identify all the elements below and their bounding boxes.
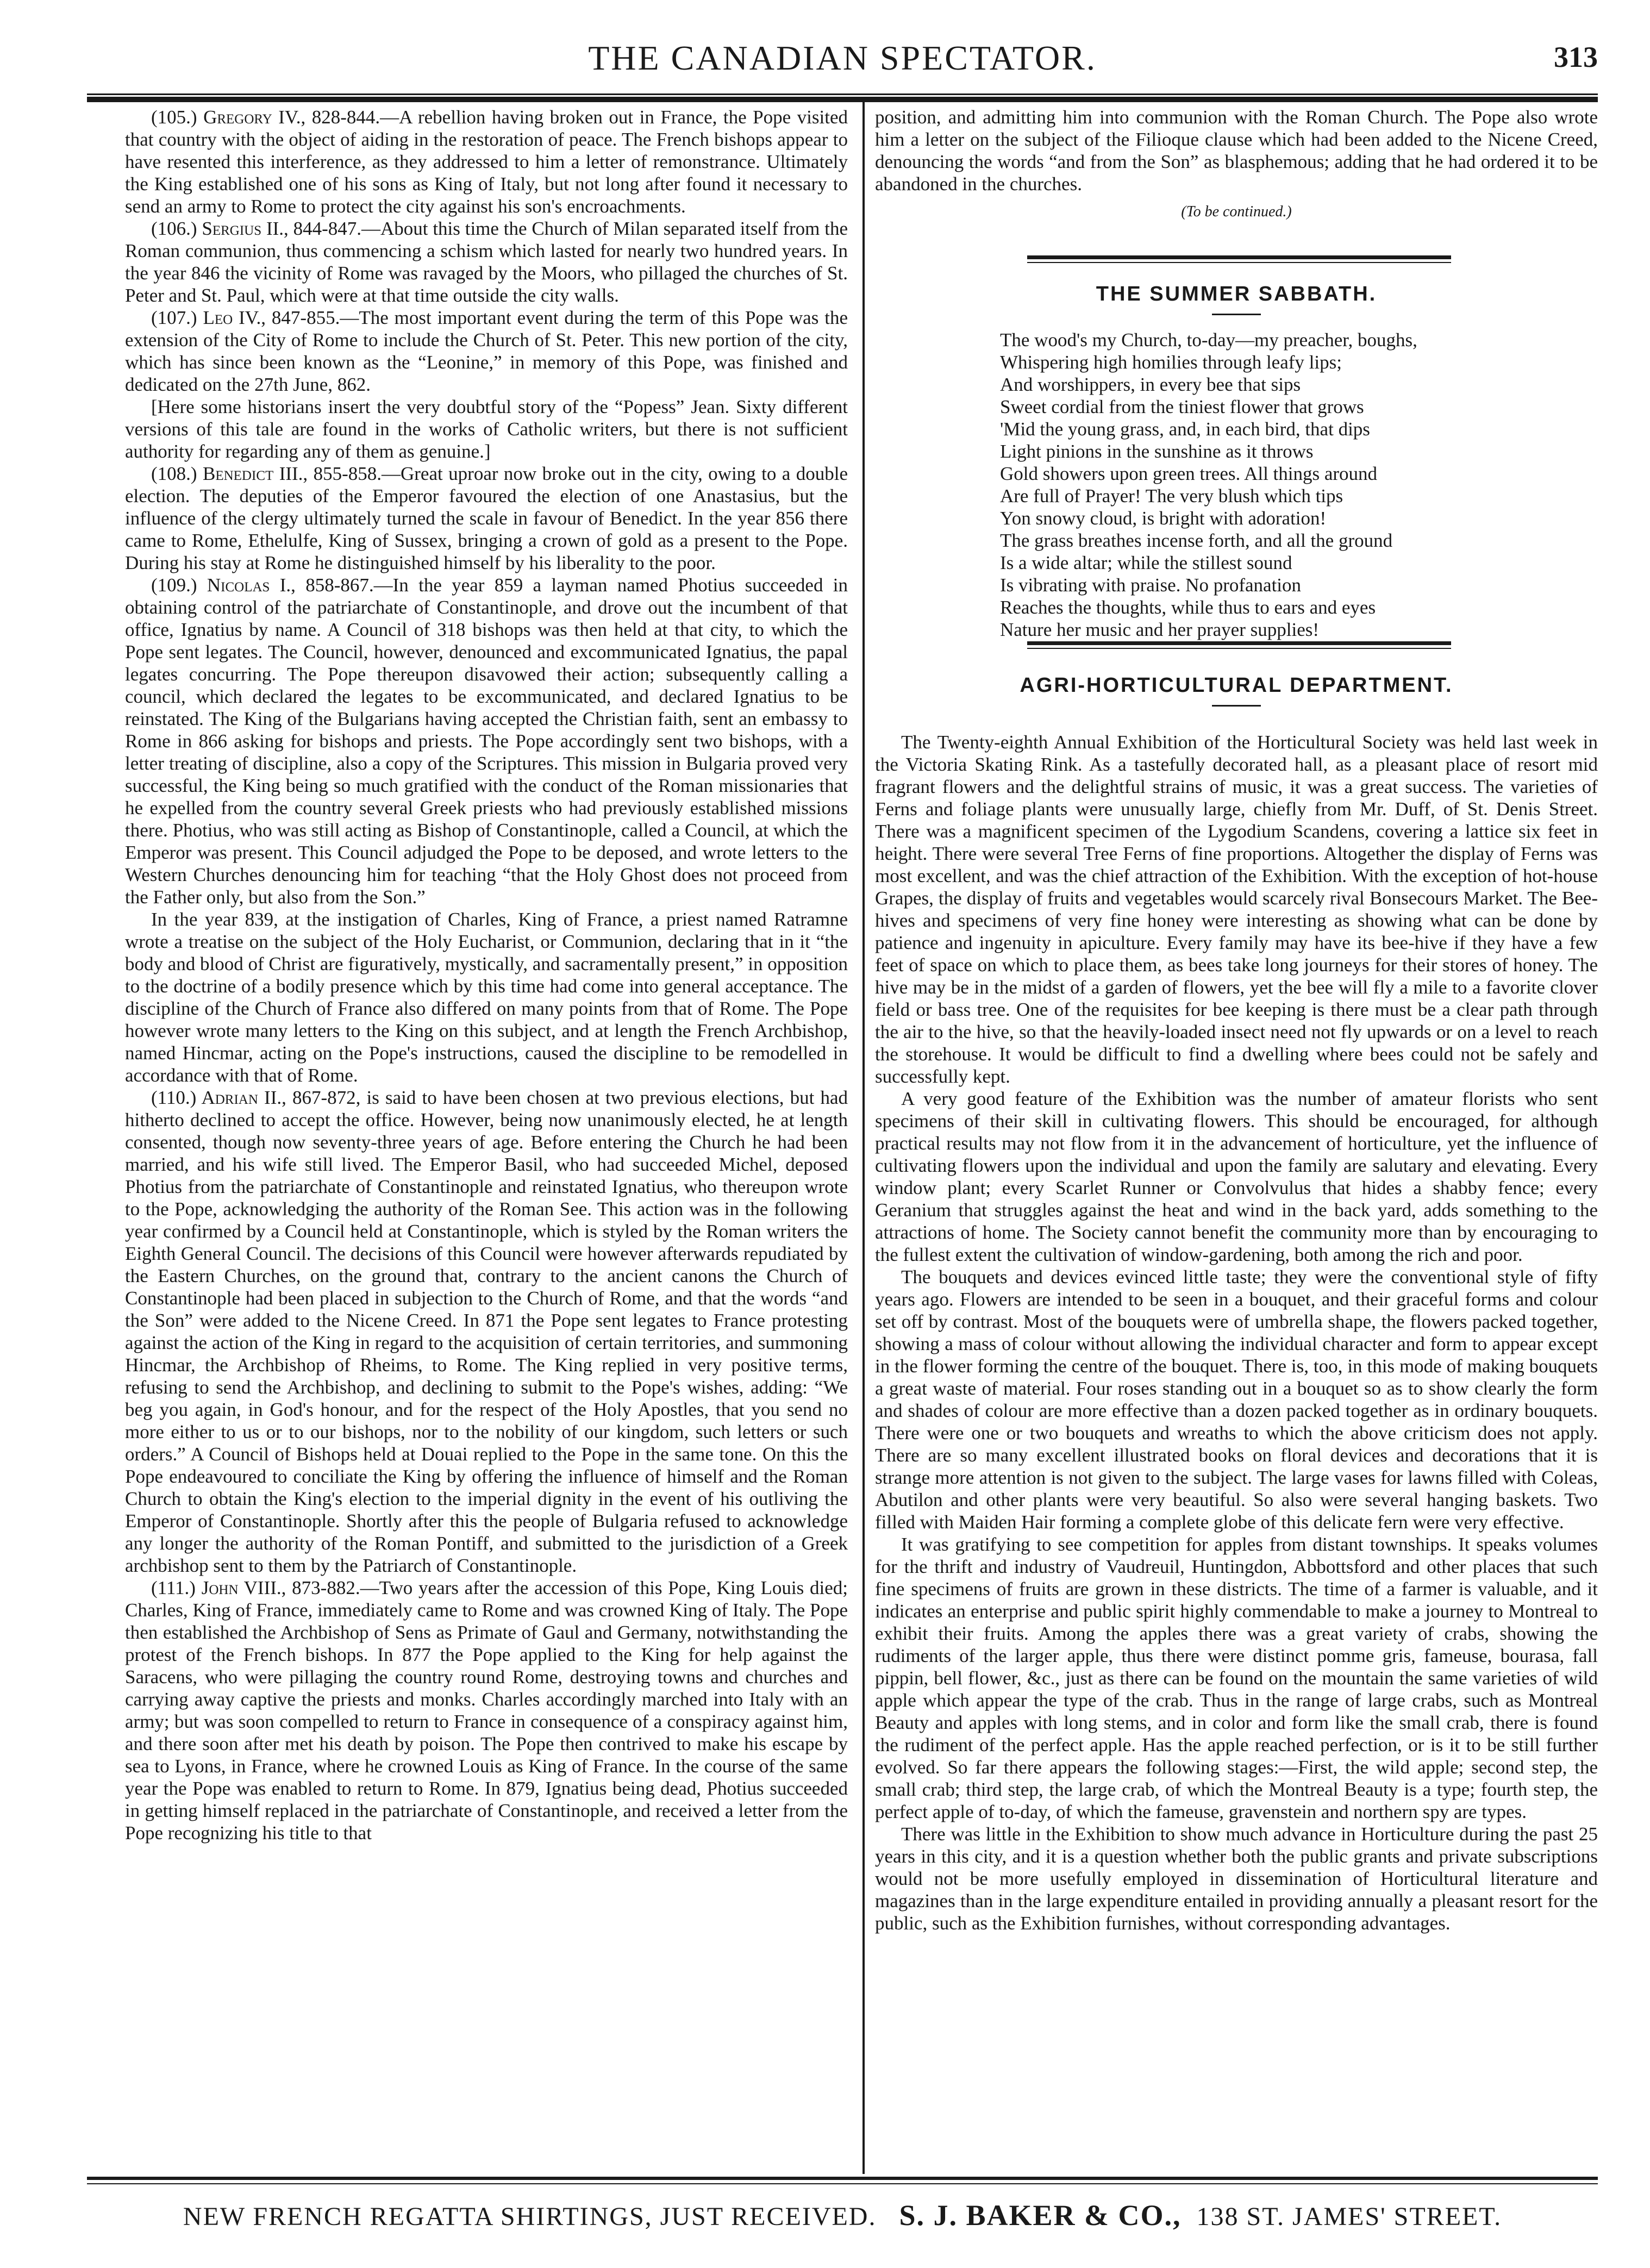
poem-line: Yon snowy cloud, is bright with adoration! [1000,508,1327,529]
newspaper-title: THE CANADIAN SPECTATOR. [588,39,1097,77]
popess-note: [Here some historians insert the very doubtful story of the “Popess” Jean. Sixty different versions of this tale are found in the works of Catholic writers, but there is not sufficient authority for regarding any of them as genuine.] [125,396,848,462]
agri-paragraph: It was gratifying to see competition for apples from distant townships. It speaks volumes for the thrift and industry of Vaudreuil, Huntingdon, Abbottsford and other places that such fine specimens of fruits are grown in these districts. The time of a farmer is valuable, and it indicates an enterprise and public spirit highly commendable to make a journey to Montreal to exhibit their fruits. Among the apples there was a great variety of crabs, showing the rudiments of the larger apple, thus there were distinct pomme gris, fameuse, bourasa, fall pippin, bell flower, &c., just as there can be found on the mountain the same varieties of wild apple which appear the type of the crab. Thus in the range of large crabs, such as Montreal Beauty and apples with long stems, and in color and form like the small crab, there is found the rudiment of the perfect apple. Has the apple reached perfection, or is it to be still further evolved. So far there appears the following stages:—First, the wild apple; second step, the small crab; third step, the large crab, of which the Montreal Beauty is a type; fourth step, the perfect apple of to-day, of which the fameuse, gravenstein and northern spy are types. [875,1534,1598,1822]
poem-line: Sweet cordial from the tiniest flower that grows [1000,396,1364,417]
advert-text: NEW FRENCH REGATTA SHIRTINGS, JUST RECEIVED. [183,2202,877,2231]
poem-line: Are full of Prayer! The very blush which tips [1000,485,1343,507]
agri-title: AGRI-HORTICULTURAL DEPARTMENT. [875,674,1598,707]
poem-line: The grass breathes incense forth, and all the ground [1000,530,1393,551]
poem-line: Whispering high homilies through leafy lips; [1000,352,1342,373]
entry-111: (111.) John VIII., 873-882.—Two years after the accession of this Pope, King Louis died; Charles, King of France, immediately came to Rome and was crowned King of Italy. The Pope then established the Archbishop of Sens as Primate of Gaul and Germany, notwithstanding the protest of the French bishops. In 877 the Pope applied to the King for help against the Saracens, who were pillaging the country round Rome, destroying towns and churches and carrying away captive the priests and monks. Charles accordingly marched into Italy with an army; but was soon compelled to return to France in consequence of a conspiracy against him, and there soon after met his death by poison. The Pope then contrived to make his escape by sea to Lyons, in France, where he crowned Louis as King of France. In the course of the same year the Pope was enabled to return to Rome. In 879, Ignatius being dead, Photius succeeded in getting himself replaced in the patriarchate of Constantinople, and received a letter from the Pope recognizing his title to that [125,1577,848,1844]
poem-line: Gold showers upon green trees. All things around [1000,463,1378,484]
footer-rule-thin [87,2183,1598,2184]
header-rule-thick [87,97,1598,102]
entry-107: (107.) Leo IV., 847-855.—The most important event during the term of this Pope was the extension of the City of Rome to include the Church of St. Peter. This new portion of the city, which has since been known as the “Leonine,” in memory of this Pope, was finished and dedicated on the 27th June, 862. [125,307,848,395]
poem-line: Is a wide altar; while the stillest sound [1000,552,1292,573]
agri-paragraph: The Twenty-eighth Annual Exhibition of the Horticultural Society was held last week in the Victoria Skating Rink. As a tastefully decorated hall, as a pleasant place of resort mid fragrant flowers and the delightful strains of music, it was a great success. The varieties of Ferns and foliage plants were unusually large, chiefly from Mr. Duff, of St. Denis Street. There was a magnificent specimen of the Lygodium Scandens, covering a lattice six feet in height. There were several Tree Ferns of fine proportions. Altogether the display of Ferns was most excellent, and was the chief attraction of the Exhibition. With the exception of hot-house Grapes, the display of fruits and vegetables would scarcely rival Bonsecours Market. The Bee-hives and specimens of very fine honey were interesting as showing what can be done by patience and ingenuity in apiculture. Every family may have its bee-hive if they have a few feet of space on which to place them, as bees take long journeys for their stores of honey. The hive may be in the midst of a garden of flowers, yet the bee will fly a mile to a favorite clover field or bass tree. One of the requisites for bee keeping is there must be a clear path through the air to the hive, so that the heavily-loaded insect need not fly upwards or on a level to reach the storehouse. It would be difficult to find a dwelling where bees could not be safely and successfully kept. [875,732,1598,1087]
entry-106: (106.) Sergius II., 844-847.—About this time the Church of Milan separated itself from the Roman communion, thus commencing a schism which lasted for nearly two hundred years. In the year 846 the vicinity of Rome was ravaged by the Moors, who pillaged the churches of St. Peter and St. Paul, which were at that time outside the city walls. [125,218,848,306]
footer-advert [87,2198,1598,2232]
entry-110: (110.) Adrian II., 867-872, is said to have been chosen at two previous elections, but had hitherto declined to accept the office. However, being now unanimously elected, he at length consented, though now seventy-three years of age. Before entering the Church he had been married, and his wife still lived. The Emperor Basil, who had succeeded Michel, deposed Photius from the patriarchate of Constantinople and reinstated Ignatius, who thereupon wrote to the Pope, acknowledging the authority of the Roman See. This action was in the following year confirmed by a Council held at Constantinople, which is styled by the Roman writers the Eighth General Council. The decisions of this Council were however afterwards repudiated by the Eastern Churches, on the ground that, contrary to the ancient canons the Church of Constantinople had been placed in subjection to the Church of Rome, and that the words “and the Son” were added to the Nicene Creed. In 871 the Pope sent legates to France protesting against the action of the King in regard to the acquisition of certain territories, and summoning Hincmar, the Archbishop of Rheims, to Rome. The King replied in very positive terms, refusing to send the Archbishop, and declining to submit to the Pope's wishes, adding: “We beg you again, in God's honour, and for the respect of the Holy Apostles, that you send no more either to us or to our bishops, nor to the nobility of our kingdom, such letters or such orders.” A Council of Bishops held at Douai replied to the Pope in the same tone. On this the Pope endeavoured to conciliate the King by offering the influence of himself and the Roman Church to obtain the King's election to the imperial dignity in the event of his outliving the Emperor of Constantinople. Shortly after this the people of Bulgaria refused to acknowledge any longer the authority of the Roman Pontiff, and submitted to the jurisdiction of a Greek archbishop sent to them by the Patriarch of Constantinople. [125,1087,848,1576]
poem-line: Reaches the thoughts, while thus to ears and eyes [1000,597,1376,618]
entry-105: (105.) Gregory IV., 828-844.—A rebellion having broken out in France, the Pope visited that country with the object of aiding in the restoration of peace. The French bishops appear to have resented this interference, as they addressed to him a letter of remonstrance. Ultimately the King established one of his sons as King of Italy, but not long after found it necessary to send an army to Rome to protect the city against his son's encroachments. [125,107,848,217]
poem-line: Is vibrating with praise. No profanation [1000,574,1302,596]
masthead [87,33,1598,92]
entry-109: (109.) Nicolas I., 858-867.—In the year 859 a layman named Photius succeeded in obtaining control of the patriarchate of Constantinople, and drove out the incumbent of that office, Ignatius by name. A Council of 318 bishops was then held at that city, to which the Pope sent legates. The Council, however, denounced and excommunicated Ignatius, the papal legates concurring. The Pope thereupon disavowed their action; subsequently calling a council, which declared the legates to be excommunicated, and declared Ignatius to be reinstated. The King of the Bulgarians having accepted the Christian faith, sent an embassy to Rome in 866 asking for bishops and priests. The Pope accordingly sent two bishops, with a letter treating of discipline, also a copy of the Scriptures. This mission in Bulgaria proved very successful, the King being so much gratified with the conduct of the Roman missionaries that he expelled from the country several Greek priests who had previously established missions there. Photius, who was still acting as Bishop of Constantinople, called a Council, at which the Emperor was present. This Council adjudged the Pope to be deposed, and wrote letters to the Western Churches denouncing him for teaching “that the Holy Ghost does not proceed from the Father only, but also from the Son.” [125,574,848,908]
advert-firm: S. J. BAKER & CO., [899,2199,1182,2232]
poem-title: THE SUMMER SABBATH. [875,283,1598,315]
poem-line: 'Mid the young grass, and, in each bird, that dips [1000,418,1370,440]
poem-line: And worshippers, in every bee that sips [1000,374,1301,395]
to-be-continued: (To be continued.) [1181,203,1292,220]
poem-line: Light pinions in the sunshine as it throws [1000,441,1314,462]
right-column-continuation [875,106,1598,223]
ratramne-paragraph: In the year 839, at the instigation of Charles, King of France, a priest named Ratramne wrote a treatise on the subject of the Holy Eucharist, or Communion, declaring that in it “the body and blood of Christ are figuratively, mystically, and sacramentally present,” in opposition to the doctrine of a bodily presence which by this time had come into general acceptance. The discipline of the Church of France also differed on many points from that of Rome. The Pope however wrote many letters to the King on this subject, and at length the French Archbishop, named Hincmar, acting on the Pope's instructions, caused the discipline to be remodelled in accordance with that of Rome. [125,909,848,1086]
poem [1000,329,1543,641]
poem-line: The wood's my Church, to-day—my preacher, boughs, [1000,329,1417,351]
header-rule-thin [87,93,1598,95]
agri-paragraph: There was little in the Exhibition to show much advance in Horticulture during the past 25 years in this city, and it is a question whether both the public grants and private subscriptions would not be more usefully employed in dissemination of Horticultural literature and magazines than in the large expenditure entailed in providing annually a pleasant resort for the public, such as the Exhibition furnishes, without corresponding advantages. [875,1823,1598,1934]
agri-article [875,731,1598,1934]
entry-108: (108.) Benedict III., 855-858.—Great uproar now broke out in the city, owing to a double election. The deputies of the Emperor favoured the election of one Anastasius, but the influence of the clergy ultimately turned the scale in favour of Benedict. In the year 856 there came to Rome, Ethelulfe, King of Sussex, bringing a crown of gold as a present to the Pope. During his stay at Rome he distinguished himself by his liberality to the poor. [125,463,848,573]
section-separator [1027,255,1451,263]
advert-address: 138 ST. JAMES' STREET. [1196,2202,1502,2231]
left-column [125,106,848,1844]
agri-paragraph: The bouquets and devices evinced little taste; they were the conventional style of fifty years ago. Flowers are intended to be seen in a bouquet, and their graceful forms and colour set off by contrast. Most of the bouquets were of umbrella shape, the flowers packed together, showing a mass of colour without allowing the individual character and form to appear except in the flower forming the centre of the bouquet. There is, too, in this mode of making bouquets a great waste of material. Four roses standing out in a bouquet so as to show clearly the form and shades of colour are more effective than a dozen packed together as in ordinary bouquets. There were one or two bouquets and wreaths to which the above criticism does not apply. There are so many excellent illustrated books on floral devices and decorations that it is strange more attention is not given to the subject. The large vases for lawns filled with Coleas, Abutilon and other plants were very beautiful. So also were several hanging baskets. Two filled with Maiden Hair forming a complete globe of this delicate fern were very effective. [875,1266,1598,1533]
column-divider [862,101,865,2174]
agri-paragraph: A very good feature of the Exhibition was the number of amateur florists who sent specimens of their skill in cultivating flowers. This should be encouraged, for although practical results may not flow from it in the advancement of horticulture, yet the influence of cultivating flowers upon the individual and upon the family are salutary and elevating. Every window plant; every Scarlet Runner or Convolvulus that hides a shabby fence; every Geranium that struggles against the heat and wind in the back yard, adds something to the attractions of home. The Society cannot benefit the community more than by encouraging to the fullest extent the cultivation of window-gardening, both among the rich and poor. [875,1088,1598,1265]
page-number: 313 [1554,41,1598,73]
continuation-paragraph: position, and admitting him into communion with the Roman Church. The Pope also wrote him a letter on the subject of the Filioque clause which had been added to the Nicene Creed, denouncing the words “and from the Son” as blasphemous; adding that he had ordered it to be abandoned in the churches. [875,107,1598,195]
section-separator [1027,641,1451,649]
poem-line: Nature her music and her prayer supplies! [1000,619,1320,640]
footer-rule-thick [87,2177,1598,2180]
